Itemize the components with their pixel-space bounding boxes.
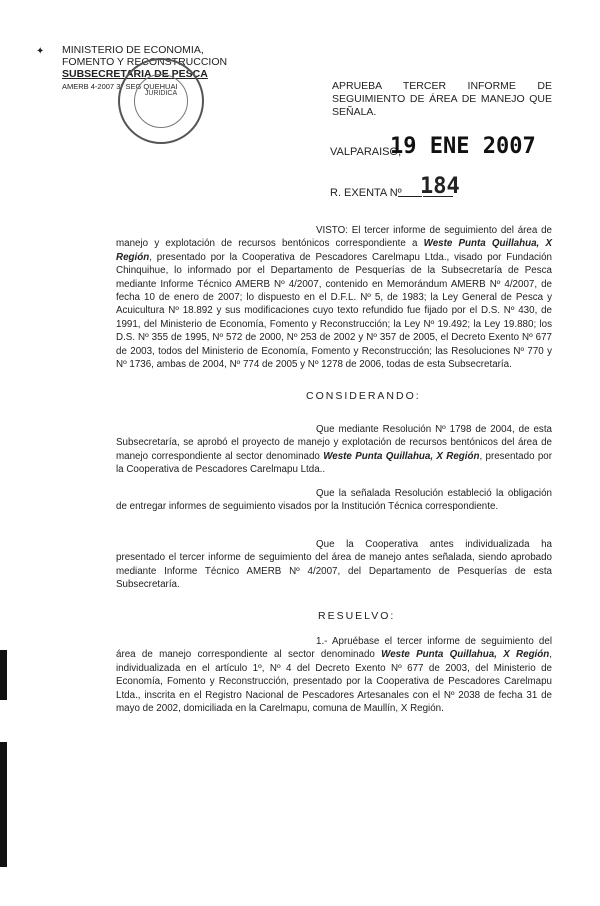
exenta-underline-right	[423, 196, 453, 197]
ministry-line-2: FOMENTO Y RECONSTRUCCION	[62, 56, 228, 68]
margin-mark: ✦	[36, 46, 45, 57]
resuelvo-1-lead: 1.- Apruébase el tercer informe de seguimiento	[316, 636, 534, 647]
considerando-1	[116, 423, 552, 477]
resuelvo-1-body-a: del área de manejo correspondiente al sector denominado	[116, 636, 552, 661]
considerando-3-body: presentado el tercer informe de seguimiento del área de manejo antes señalada, siendo aprobado mediante Informe Técnico AMERB Nº 4/2007, del Departamento de Pesquerías de esta Subsecretaría.	[116, 552, 552, 591]
considerando-2-lead: Que la señalada Resolución estableció la	[316, 488, 504, 499]
document-title: APRUEBA TERCER INFORME DE SEGUIMIENTO DE ÁREA DE MANEJO QUE SEÑALA.	[332, 80, 552, 118]
juridica-seal-stamp	[118, 58, 204, 144]
resuelvo-1-body-b: , individualizada en el artículo 1º, Nº 4 del Decreto Exento Nº 677 de 2003, del Ministerio de Economía, Fomento y Reconstrucción, presentado por la Cooperativa de Pescadores Carelmapu Ltda., inscrita en el Registro Nacional de Pescadores Artesanales con el Nº 2038 de fecha 31 de mayo de 2002, domiciliada en la Carelmapu, comuna de Maullín, X Región.	[116, 649, 552, 715]
considerando-2	[116, 487, 552, 514]
scan-edge-mark-top	[0, 650, 7, 700]
considerando-1-sector: Weste Punta Quillahua, X Región	[323, 450, 480, 462]
ministry-line-1: MINISTERIO DE ECONOMIA,	[62, 44, 204, 56]
subsecretaria-line: SUBSECRETARIA DE PESCA	[62, 68, 208, 80]
seal-inner-ring	[134, 74, 188, 128]
exenta-underline-left	[398, 196, 422, 197]
resuelvo-heading: RESUELVO:	[318, 610, 396, 622]
date-stamp: 19 ENE 2007	[390, 134, 536, 159]
considerando-3-lead: Que la Cooperativa antes individualizada ha	[316, 539, 552, 550]
visto-sector: Weste Punta Quillahua, X Región	[116, 238, 552, 263]
scan-edge-mark-bottom	[0, 742, 7, 867]
file-reference: AMERB 4-2007 3° SEG QUEHUAI	[62, 82, 178, 91]
seal-text: JURIDICA	[144, 90, 178, 97]
considerando-3	[116, 538, 552, 592]
exenta-number: 184	[420, 174, 460, 199]
considerando-heading: CONSIDERANDO:	[306, 390, 421, 402]
visto-rest: , presentado por la Cooperativa de Pescadores Carelmapu Ltda., visado por Fundación Chinquihue, lo informado por el Departamento de Pesquerías de la Subsecretaría de Pesca mediante Informe Técnico AMERB Nº 4/2007, contenido en Memorándum AMERB Nº 4/2007, de fecha 10 de enero de 2007; lo dispuesto en el D.F.L. Nº 5, de 1983; la Ley General de Pesca y Acuicultura Nº 18.892 y sus modificaciones cuyo texto refundido fue fijado por el D.S. Nº 430, de 1991, del Ministerio de Economía, Fomento y Reconstrucción; la Ley Nº 19.492; la Ley 19.880; los D.S. Nº 355 de 1995, Nº 572 de 2000, Nº 253 de 2002 y Nº 357 de 2005, el Decreto Exento Nº 677 de 2003, todos del Ministerio de Economía, Fomento y Reconstrucción; las Resoluciones Nº 770 y Nº 1736, ambas de 2004, Nº 774 de 2005 y Nº 1278 de 2006, todas de esta Subsecretaría.	[116, 251, 552, 371]
considerando-1-body-b: , presentado por la Cooperativa de Pescadores Carelmapu Ltda..	[116, 450, 552, 476]
exenta-label: R. EXENTA Nº	[330, 187, 402, 199]
place-label: VALPARAISO,	[330, 146, 402, 158]
visto-paragraph	[116, 224, 552, 371]
considerando-2-body: obligación de entregar informes de seguimiento visados por la Institución Técnica correspondiente.	[116, 488, 552, 513]
visto-intro: VISTO: El tercer informe de seguimiento del área de manejo y explotación de recursos bentónicos correspondiente a	[116, 225, 552, 250]
considerando-1-lead: Que mediante Resolución Nº 1798 de 2004,	[316, 424, 515, 435]
resuelvo-1-sector: Weste Punta Quillahua, X Región	[381, 649, 550, 661]
considerando-1-body-a: de esta Subsecretaría, se aprobó el proyecto de manejo y explotación de recursos bentónicos del área de manejo correspondiente al sector denominado	[116, 424, 552, 462]
resuelvo-1	[116, 635, 552, 715]
